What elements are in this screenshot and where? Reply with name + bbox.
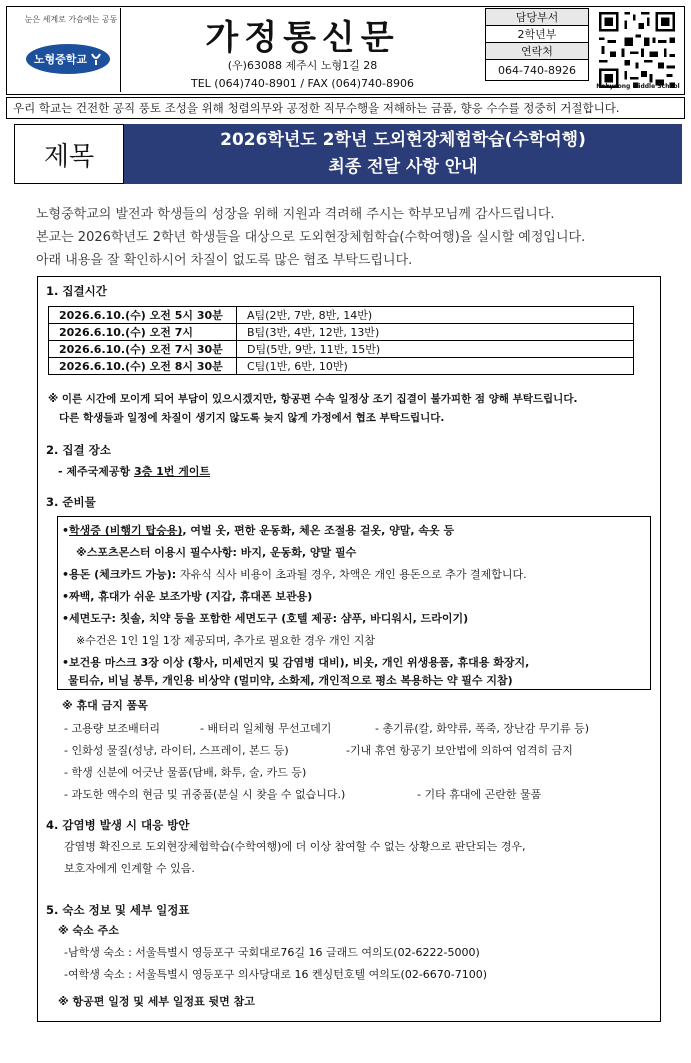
gathering-time-table: [48, 306, 634, 375]
sec2-title: 2. 집결 장소: [46, 443, 111, 457]
subject-label: 제목: [14, 124, 124, 184]
table-row: [49, 358, 634, 375]
time-cell: 2026.6.10.(수) 오전 8시 30분: [49, 358, 237, 375]
sec4-title: 4. 감염병 발생 시 대응 방안: [46, 818, 190, 832]
supply-item-1: [62, 522, 454, 538]
forbidden-line-2b: -기내 휴연 항공기 보안법에 의하여 엄격히 금지: [346, 744, 573, 757]
sec4-line-2: 보호자에게 인계할 수 있음.: [64, 862, 195, 875]
sec3-title: 3. 준비물: [46, 495, 96, 509]
contact-label: 연락처: [486, 43, 589, 60]
supply-item-5a: •보건용 마스크 3장 이상 (황사, 미세먼지 및 감염병 대비), 비옷, 개인 위생용품, 휴대용 화장지,: [62, 656, 530, 669]
integrity-pledge: 우리 학교는 건전한 공직 풍토 조성을 위해 청렴의무와 공정한 직무수행을 저해하는 금품, 향응 수수를 정중히 거절합니다.: [6, 97, 685, 119]
money-label: •용돈 (체크카드 가능):: [62, 568, 180, 581]
clothes-items: , 여벌 옷, 편한 운동화, 체온 조절용 겉옷, 양말, 속옷 등: [182, 524, 455, 537]
table-row: [49, 324, 634, 341]
boys-lodging: -남학생 숙소 : 서울특별시 영등포구 국회대로76길 16 글래드 여의도(02-6222-5000): [64, 946, 480, 959]
forbidden-line-4b: - 기타 휴대에 곤란한 물품: [417, 788, 542, 801]
table-row: [49, 307, 634, 324]
sec5-title: 5. 숙소 정보 및 세부 일정표: [46, 903, 190, 917]
forbidden-line-1a: - 고용량 보조배터리: [64, 722, 160, 735]
subject-box: [124, 124, 682, 184]
supply-item-3: •짜백, 휴대가 쉬운 보조가방 (지갑, 휴대폰 보관용): [62, 590, 313, 603]
supply-item-4-note: ※수건은 1인 1일 1장 제공되며, 추가로 필요한 경우 개인 지참: [76, 634, 375, 647]
school-address: (우)63088 제주시 노형1길 28: [227, 59, 378, 72]
group-cell: C팀(1반, 6반, 10반): [237, 358, 634, 375]
forbidden-title: ※ 휴대 금지 품목: [62, 699, 148, 712]
supply-item-1-note: ※스포츠몬스터 이용시 필수사항: 바지, 운동화, 양말 필수: [76, 546, 357, 559]
supply-item-4: •세면도구: 칫솔, 치약 등을 포함한 세면도구 (호텔 제공: 샴푸, 바디워시, 드라이기): [62, 612, 469, 625]
school-tel-fax: TEL (064)740-8901 / FAX (064)740-8906: [191, 77, 414, 90]
contact-value: 064-740-8926: [486, 60, 589, 81]
forbidden-line-2a: - 인화성 물질(성냥, 라이터, 스프레이, 본드 등): [64, 744, 289, 757]
school-logo-text: 노형중학교: [33, 53, 88, 66]
sec5-sub: ※ 숙소 주소: [58, 924, 119, 937]
sec1-note-2: 다른 학생들과 일정에 차질이 생기지 않도록 늦지 않게 가정에서 협조 부탁드립니다.: [59, 412, 445, 424]
sec1-title: 1. 집결시간: [46, 284, 107, 298]
group-cell: B팀(3반, 4반, 12반, 13반): [237, 324, 634, 341]
supply-item-5b: 물티슈, 비닐 봉투, 개인용 비상약 (멀미약, 소화제, 개인적으로 평소 복용하는 약 필수 지참): [68, 674, 513, 687]
qr-caption: Nohyeong Middle School: [596, 83, 680, 90]
dept-label: 담당부서: [486, 9, 589, 26]
group-cell: D팀(5반, 9반, 11반, 15반): [237, 341, 634, 358]
page-title: 가정통신문: [205, 18, 400, 58]
time-cell: 2026.6.10.(수) 오전 7시 30분: [49, 341, 237, 358]
sec1-note-1: ※ 이른 시간에 모이게 되어 부담이 있으시겠지만, 항공편 수속 일정상 조기 집결이 불가피한 점 양해 부탁드립니다.: [48, 393, 578, 405]
school-logo: [26, 44, 110, 74]
school-motto: 눈은 세계로 가슴에는 공동: [24, 15, 118, 24]
logo-mark-icon: [90, 52, 102, 66]
bullet: •: [62, 524, 70, 537]
contact-table: [485, 8, 589, 81]
intro-line-3: 아래 내용을 잘 확인하시어 차질이 없도록 많은 협조 부탁드립니다.: [36, 253, 413, 268]
sec2-prefix: - 제주국제공항: [58, 465, 134, 478]
forbidden-line-3: - 학생 신분에 어긋난 물품(담배, 화투, 술, 카드 등): [64, 766, 307, 779]
forbidden-line-1c: - 총기류(칼, 화약류, 폭죽, 장난감 무기류 등): [375, 722, 590, 735]
time-cell: 2026.6.10.(수) 오전 5시 30분: [49, 307, 237, 324]
money-desc: 자유식 식사 비용이 초과될 경우, 차액은 개인 용돈으로 추가 결제합니다.: [179, 568, 527, 581]
forbidden-line-1b: - 배터리 일체형 무선고데기: [200, 722, 332, 735]
sec5-note: ※ 항공편 일정 및 세부 일정표 뒷면 참고: [58, 995, 255, 1008]
sec2-place: [58, 463, 210, 479]
intro-line-2: 본교는 2026학년도 2학년 학생들을 대상으로 도외현장체험학습(수학여행)을 실시할 예정입니다.: [36, 230, 586, 245]
supply-item-2: [62, 566, 527, 582]
qr-code-icon[interactable]: [594, 9, 680, 91]
subject-line-2: 최종 전달 사항 안내: [328, 157, 478, 177]
table-row: [49, 341, 634, 358]
group-cell: A팀(2반, 7반, 8반, 14반): [237, 307, 634, 324]
student-id-item: 학생증 (비행기 탑승용): [69, 524, 183, 537]
time-cell: 2026.6.10.(수) 오전 7시: [49, 324, 237, 341]
forbidden-line-4a: - 과도한 액수의 현금 및 귀중품(분실 시 찾을 수 없습니다.): [64, 788, 346, 801]
sec4-line-1: 감염병 확진으로 도외현장체험학습(수학여행)에 더 이상 참여할 수 없는 상황으로 판단되는 경우,: [64, 840, 526, 853]
dept-value: 2학년부: [486, 26, 589, 43]
sec2-gate: 3층 1번 게이트: [133, 465, 211, 478]
girls-lodging: -여학생 숙소 : 서울특별시 영등포구 의사당대로 16 켄싱턴호텔 여의도(02-6670-7100): [64, 968, 488, 981]
intro-line-1: 노형중학교의 발전과 학생들의 성장을 위해 지원과 격려해 주시는 학부모님께 감사드립니다.: [36, 207, 555, 222]
subject-line-1: 2026학년도 2학년 도외현장체험학습(수학여행): [220, 130, 586, 150]
